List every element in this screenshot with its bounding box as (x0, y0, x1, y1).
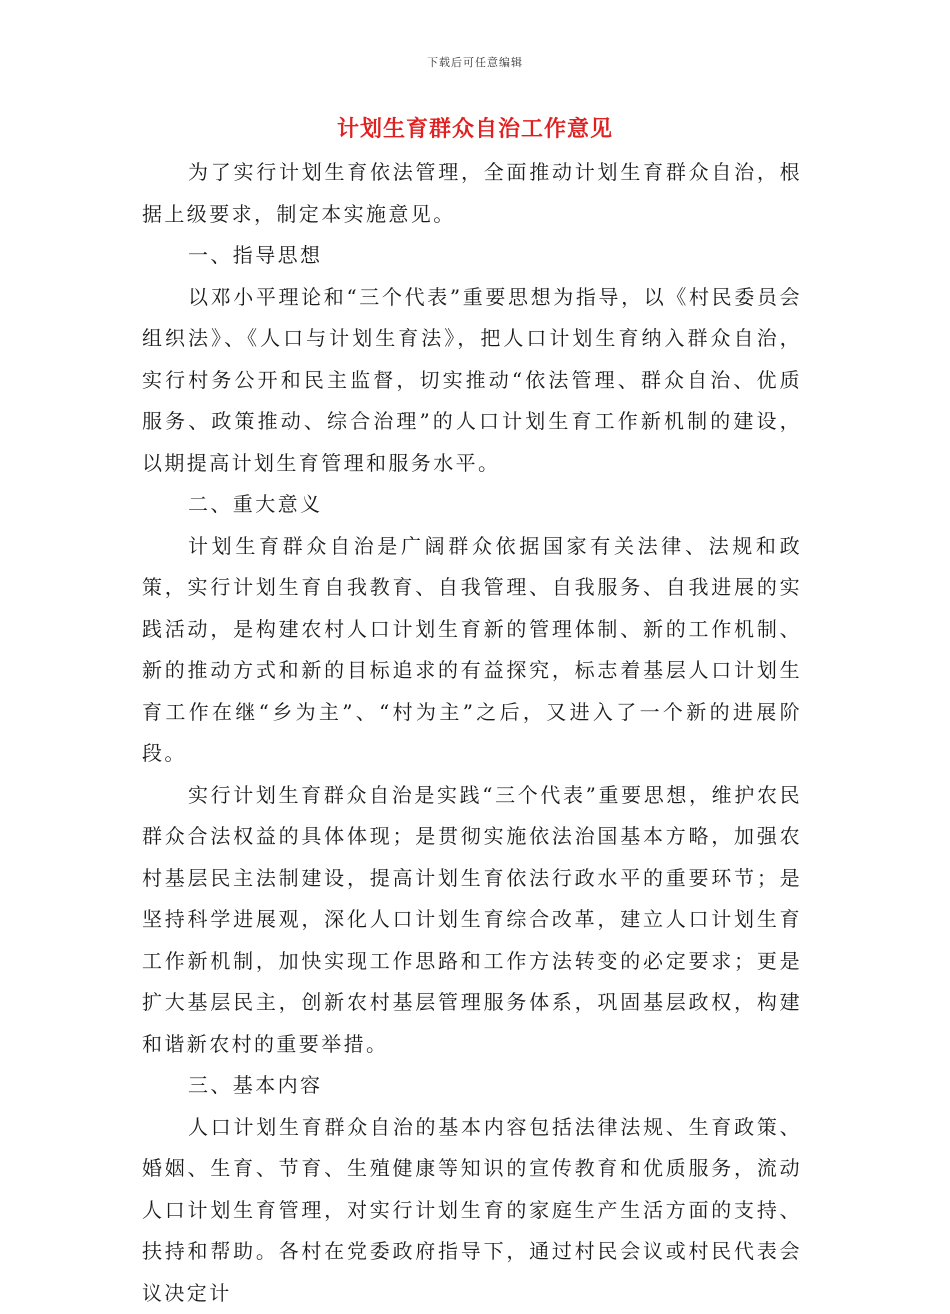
paragraph-significance-2: 实行计划生育群众自治是实践“三个代表”重要思想，维护农民群众合法权益的具体体现；是贯彻实施依法治国基本方略，加强农村基层民主法制建设，提高计划生育依法行政水平的重要环节；是坚持科学进展观，深化人口计划生育综合改革，建立人口计划生育工作新机制，加快实现工作思路和工作方法转变的必定要求；更是扩大基层民主，创新农村基层管理服务体系，巩固基层政权，构建和谐新农村的重要举措。 (142, 775, 802, 1066)
paragraph-basic-content: 人口计划生育群众自治的基本内容包括法律法规、生育政策、婚姻、生育、节育、生殖健康等知识的宣传教育和优质服务，流动人口计划生育管理，对实行计划生育的家庭生产生活方面的支持、扶持和帮助。各村在党委政府指导下，通过村民会议或村民代表会议决定计 (142, 1107, 802, 1314)
paragraph-guiding-thought: 以邓小平理论和“三个代表”重要思想为指导，以《村民委员会组织法》、《人口与计划生育法》，把人口计划生育纳入群众自治，实行村务公开和民主监督，切实推动“依法管理、群众自治、优质服务、政策推动、综合治理”的人口计划生育工作新机制的建设，以期提高计划生育管理和服务水平。 (142, 277, 802, 485)
paragraph-intro: 为了实行计划生育依法管理，全面推动计划生育群众自治，根据上级要求，制定本实施意见。 (142, 152, 802, 235)
paragraph-significance-1: 计划生育群众自治是广阔群众依据国家有关法律、法规和政策，实行计划生育自我教育、自我管理、自我服务、自我进展的实践活动，是构建农村人口计划生育新的管理体制、新的工作机制、新的推动方式和新的目标追求的有益探究，标志着基层人口计划生育工作在继“乡为主”、“村为主”之后，又进入了一个新的进展阶段。 (142, 526, 802, 775)
section-heading-guiding-thought: 一、指导思想 (142, 235, 802, 277)
section-heading-basic-content: 三、基本内容 (142, 1065, 802, 1107)
document-title: 计划生育群众自治工作意见 (0, 112, 950, 143)
section-heading-significance: 二、重大意义 (142, 484, 802, 526)
header-note: 下载后可任意编辑 (0, 54, 950, 70)
document-body (142, 152, 802, 1314)
